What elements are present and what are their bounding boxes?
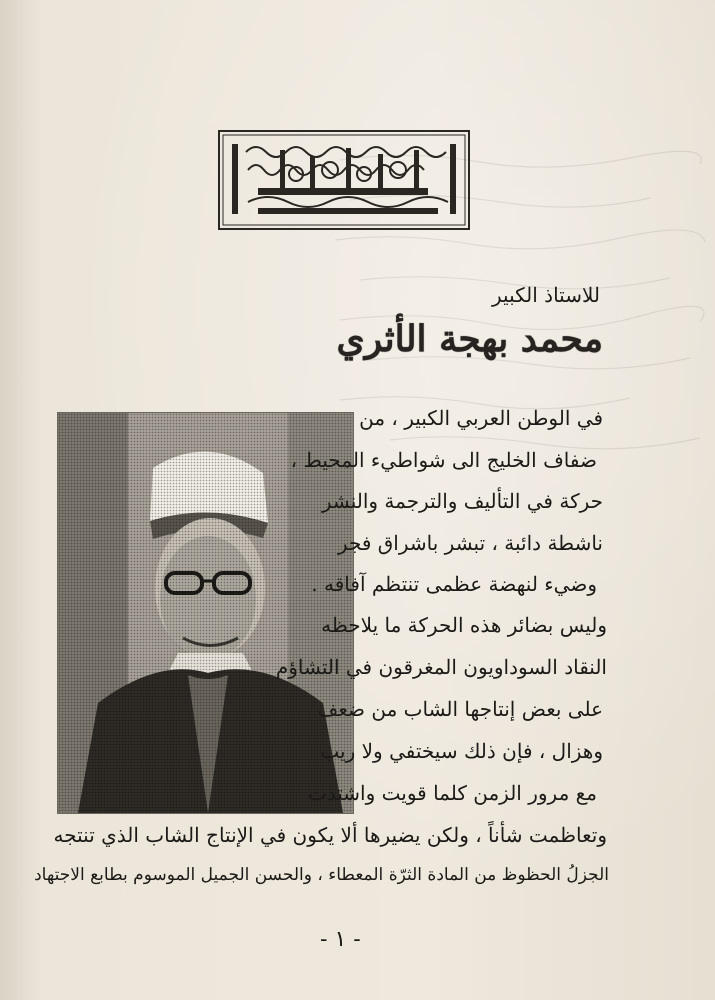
article-line: وتعاظمت شأناً ، ولكن يضيرها ألا يكون في الإنتاج الشاب الذي تنتجه — [53, 823, 607, 847]
page-number: - ١ - — [320, 927, 361, 952]
article-line: مع مرور الزمن كلما قويت واشتدت — [307, 781, 597, 805]
article-line: في الوطن العربي الكبير ، من — [359, 406, 603, 430]
article-line: الجزلُ الحظوظ من المادة الثرّة المعطاء ، والحسن الجميل الموسوم بطابع الاجتهاد — [34, 865, 609, 885]
article-line: وليس بضائر هذه الحركة ما يلاحظه — [321, 613, 607, 637]
article-line: النقاد السوداويون المغرقون في التشاؤم — [275, 655, 607, 679]
article-line: حركة في التأليف والترجمة والنشر — [321, 489, 603, 513]
article-line: ضفاف الخليج الى شواطيء المحيط ، — [290, 448, 597, 472]
byline: للاستاذ الكبير — [492, 283, 600, 307]
calligraphy-title-banner — [218, 130, 470, 230]
article-line: ناشطة دائبة ، تبشر باشراق فجر — [337, 531, 603, 555]
article-line: وضيء لنهضة عظمى تنتظم آفاقه . — [311, 572, 597, 596]
author-name: محمد بهجة الأثري — [336, 318, 603, 360]
author-portrait-photo — [57, 412, 354, 814]
article-line: على بعض إنتاجها الشاب من ضعف — [317, 697, 603, 721]
article-line: وهزال ، فإن ذلك سيختفي ولا ريب — [320, 739, 603, 763]
